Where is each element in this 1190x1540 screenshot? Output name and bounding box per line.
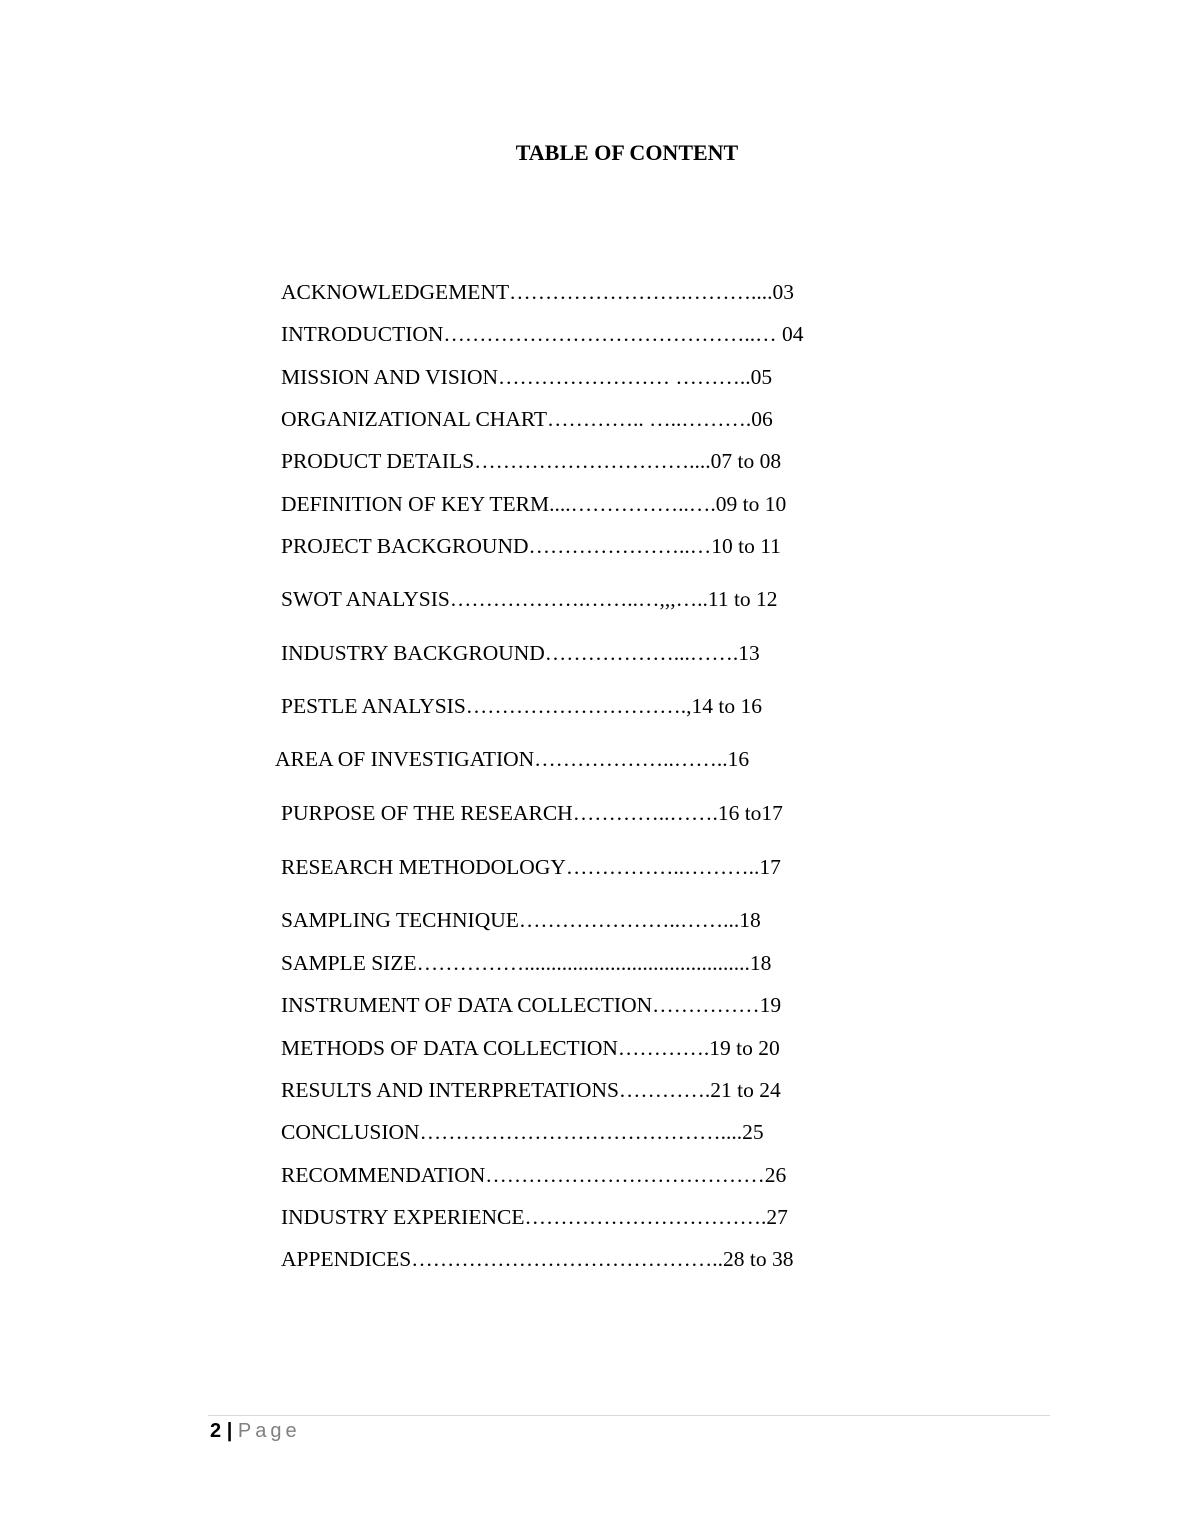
page-footer <box>210 1420 301 1443</box>
toc-entry-area-of-investigation: AREA OF INVESTIGATION………………..……..16 <box>275 747 750 771</box>
toc-entry-project-background: PROJECT BACKGROUND…………………..…10 to 11 <box>281 534 781 558</box>
footer-separator: | <box>226 1420 233 1442</box>
toc-entry-methods-of-data-collection: METHODS OF DATA COLLECTION………….19 to 20 <box>281 1036 780 1060</box>
toc-entry-acknowledgement: ACKNOWLEDGEMENT…………………….………....03 <box>281 280 794 304</box>
toc-entry-mission-and-vision: MISSION AND VISION…………………… ………..05 <box>281 365 773 389</box>
toc-entry-recommendation: RECOMMENDATION…………………………………26 <box>281 1163 787 1187</box>
page-number: 2 <box>210 1420 222 1442</box>
toc-entry-instrument-of-data-collection: INSTRUMENT OF DATA COLLECTION……………19 <box>281 993 782 1017</box>
toc-entry-swot-analysis: SWOT ANALYSIS……………….……..…,,,…..11 to 12 <box>281 587 778 611</box>
footer-divider <box>208 1415 1050 1416</box>
toc-entry-definition-of-key-term: DEFINITION OF KEY TERM....……………..….09 to 10 <box>281 492 787 516</box>
toc-entry-sampling-technique: SAMPLING TECHNIQUE…………………..……...18 <box>281 908 761 932</box>
toc-entry-results-and-interpretations: RESULTS AND INTERPRETATIONS………….21 to 24 <box>281 1078 781 1102</box>
toc-entry-sample-size: SAMPLE SIZE……………..........................................18 <box>281 951 772 975</box>
toc-entry-industry-experience: INDUSTRY EXPERIENCE…………………………….27 <box>281 1205 788 1229</box>
toc-entry-organizational-chart: ORGANIZATIONAL CHART………….. …..……….06 <box>281 407 773 431</box>
page-title: TABLE OF CONTENT <box>515 140 739 165</box>
toc-entry-appendices: APPENDICES……………………………………..28 to 38 <box>281 1247 794 1271</box>
toc-entry-industry-background: INDUSTRY BACKGROUND………………...…….13 <box>281 641 760 665</box>
toc-entry-conclusion: CONCLUSION……………………………………....25 <box>281 1120 764 1144</box>
toc-entry-product-details: PRODUCT DETAILS…………………………....07 to 08 <box>281 449 782 473</box>
toc-entry-introduction: INTRODUCTION……………………………………..… 04 <box>281 322 804 346</box>
toc-entry-research-methodology: RESEARCH METHODOLOGY……………..………..17 <box>281 855 781 879</box>
toc-entry-purpose-of-the-research: PURPOSE OF THE RESEARCH…………..…….16 to17 <box>281 801 783 825</box>
toc-entry-pestle-analysis: PESTLE ANALYSIS………………………….,14 to 16 <box>281 694 763 718</box>
page-label: Page <box>237 1420 301 1442</box>
